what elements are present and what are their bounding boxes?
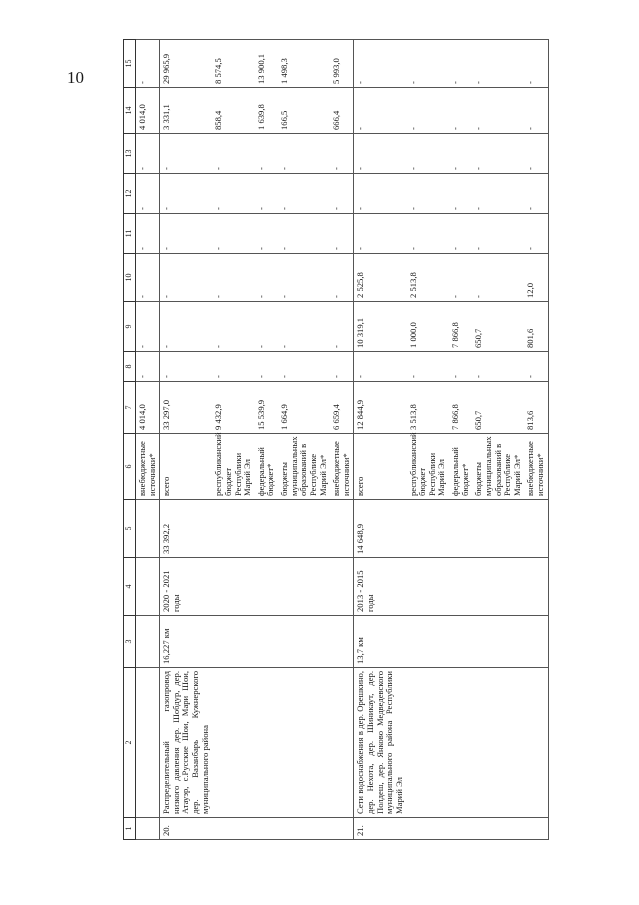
table-cell: - [330,174,354,214]
table-cell: 16,227 км [160,616,213,668]
table-cell [135,558,159,616]
table-cell: - [212,214,255,254]
table-cell: - [135,302,159,352]
table-cell [524,668,548,818]
table-cell: - [160,352,213,382]
column-header-2: 2 [124,668,136,818]
table-cell: 1 639,8 [255,88,278,134]
table-cell [212,818,255,840]
table-cell: - [135,254,159,302]
table-cell: - [278,352,330,382]
table-cell [449,616,472,668]
table-cell: 2013 - 2015 годы [354,558,407,616]
table-cell: - [472,88,524,134]
table-cell [255,616,278,668]
table-cell: - [449,40,472,88]
table-cell [278,616,330,668]
table-cell: - [407,352,450,382]
table-cell: - [449,174,472,214]
table-cell: федеральный бюджет* [449,434,472,500]
table-cell: - [135,352,159,382]
table-cell: - [255,352,278,382]
table-row [449,40,472,840]
table-cell: 650,7 [472,302,524,352]
table-row [160,40,213,840]
table-cell [330,500,354,558]
table-cell [524,558,548,616]
table-cell [524,500,548,558]
table-cell: 14 648,9 [354,500,407,558]
column-header-4: 4 [124,558,136,616]
table-cell: 2 525,8 [354,254,407,302]
table-cell [472,616,524,668]
table-cell: - [330,214,354,254]
table-cell: - [472,40,524,88]
table-cell: - [449,214,472,254]
table-cell: - [212,302,255,352]
table-cell: 650,7 [472,382,524,434]
table-row [472,40,524,840]
table-cell: - [472,214,524,254]
table-cell: 801,6 [524,302,548,352]
table-cell [472,500,524,558]
table-cell: - [354,352,407,382]
table-cell [212,558,255,616]
table-cell: - [135,40,159,88]
table-cell: - [449,88,472,134]
table-cell [135,668,159,818]
header-row [124,40,136,840]
table-cell: 13,7 км [354,616,407,668]
table-row [354,40,407,840]
table-cell: 7 866,8 [449,382,472,434]
table-row [255,40,278,840]
table-cell [330,616,354,668]
table-cell: 12 844,9 [354,382,407,434]
table-cell: федеральный бюджет* [255,434,278,500]
table-header [124,40,136,840]
table-cell: - [449,254,472,302]
table-cell: - [212,254,255,302]
table-cell: - [524,174,548,214]
table-cell [135,616,159,668]
table-cell: внебюджетные источники* [524,434,548,500]
table-cell: - [407,174,450,214]
table-cell: - [160,174,213,214]
table-cell [278,558,330,616]
table-cell [255,558,278,616]
column-header-6: 6 [124,434,136,500]
table-cell: всего [354,434,407,500]
table-cell: - [212,134,255,174]
table-cell: - [354,174,407,214]
table-cell: - [330,134,354,174]
table-cell: - [135,214,159,254]
table-cell: - [212,174,255,214]
table-cell: 1 000,0 [407,302,450,352]
table-cell: 33 392,2 [160,500,213,558]
table-cell: - [330,254,354,302]
table-cell: 20. [160,818,213,840]
page-number: 10 [67,68,84,87]
table-cell [330,668,354,818]
table-cell: - [255,254,278,302]
table-cell [278,500,330,558]
table-cell: - [135,134,159,174]
table-row [135,40,159,840]
table-cell: - [212,352,255,382]
table-cell: 858,4 [212,88,255,134]
column-header-10: 10 [124,254,136,302]
table-cell: - [524,40,548,88]
table-cell [524,818,548,840]
table-cell: 3 331,1 [160,88,213,134]
table-cell: - [407,40,450,88]
table-cell [278,668,330,818]
table-cell: 12,0 [524,254,548,302]
table-cell: - [255,134,278,174]
table-cell: - [160,254,213,302]
table-cell [449,558,472,616]
table-cell: - [354,214,407,254]
column-header-5: 5 [124,500,136,558]
table-cell: 666,4 [330,88,354,134]
table-cell: - [472,134,524,174]
column-header-3: 3 [124,616,136,668]
table-cell [407,558,450,616]
table-cell: - [160,134,213,174]
table-cell: - [472,254,524,302]
table-cell: - [160,214,213,254]
table-cell: - [278,302,330,352]
table-cell: 2 513,8 [407,254,450,302]
table-cell: 4 014,0 [135,382,159,434]
table-cell: 166,5 [278,88,330,134]
table-cell [135,818,159,840]
table-cell: 6 659,4 [330,382,354,434]
table-cell: 29 965,9 [160,40,213,88]
table-cell: - [524,214,548,254]
column-header-11: 11 [124,214,136,254]
table-row [524,40,548,840]
table-cell [472,668,524,818]
table-cell: - [255,174,278,214]
table-cell: - [255,214,278,254]
table-cell: внебюджетные источники* [330,434,354,500]
table-body [135,40,548,840]
table-cell [407,818,450,840]
table-cell: бюджеты муниципальных образований в Республике Марий Эл* [472,434,524,500]
table-cell: внебюджетные источники* [135,434,159,500]
table-cell [407,668,450,818]
table-cell [407,500,450,558]
table-cell: - [330,302,354,352]
table-cell [472,558,524,616]
table-row [212,40,255,840]
table-cell: 2020 - 2021 годы [160,558,213,616]
table-cell: - [449,134,472,174]
table-cell [255,668,278,818]
table-cell: - [407,214,450,254]
table-cell: 1 498,3 [278,40,330,88]
table-rotation-frame [123,40,633,840]
table-cell [255,818,278,840]
table-cell [212,668,255,818]
table-cell [449,818,472,840]
table-cell: - [524,352,548,382]
table-cell: 10 319,1 [354,302,407,352]
table-cell: 1 664,9 [278,382,330,434]
table-cell: Распределительный газопровод низкого давления дер. Шобдур, дер. Атауэр, с.Русские Шои, Мари Шои, дер. Вазанбарь Кужнерского муниципального района [160,668,213,818]
table-cell [449,668,472,818]
table-cell: - [472,352,524,382]
table-cell [472,818,524,840]
table-cell: 15 539,9 [255,382,278,434]
table-cell: республиканский бюджет Республики Марий Эл [407,434,450,500]
table-cell [330,558,354,616]
table-cell: - [330,352,354,382]
table-cell: всего [160,434,213,500]
table-cell: - [407,88,450,134]
table-cell: 813,6 [524,382,548,434]
column-header-8: 8 [124,352,136,382]
table-cell: - [354,40,407,88]
table-cell: бюджеты муниципальных образований в Республике Марий Эл* [278,434,330,500]
table-cell: - [407,134,450,174]
table-row [330,40,354,840]
budget-table [123,39,549,840]
table-cell: - [135,174,159,214]
table-cell: - [472,174,524,214]
column-header-9: 9 [124,302,136,352]
column-header-7: 7 [124,382,136,434]
table-cell: 21. [354,818,407,840]
table-cell: - [278,214,330,254]
table-row [278,40,330,840]
table-cell [212,500,255,558]
table-cell: - [449,352,472,382]
table-cell [278,818,330,840]
table-cell: 4 014,0 [135,88,159,134]
table-cell: - [524,88,548,134]
table-cell [255,500,278,558]
table-cell [524,616,548,668]
table-cell: - [354,88,407,134]
table-cell: - [524,134,548,174]
table-cell: 3 513,8 [407,382,450,434]
table-cell: - [354,134,407,174]
table-cell: - [160,302,213,352]
table-cell: - [278,174,330,214]
table-cell: 7 866,8 [449,302,472,352]
table-cell [407,616,450,668]
column-header-1: 1 [124,818,136,840]
table-cell: 9 432,9 [212,382,255,434]
table-cell: 8 574,5 [212,40,255,88]
column-header-12: 12 [124,174,136,214]
column-header-15: 15 [124,40,136,88]
table-cell: - [278,254,330,302]
table-cell [135,500,159,558]
table-cell: 5 993,0 [330,40,354,88]
column-header-14: 14 [124,88,136,134]
table-cell: 33 297,0 [160,382,213,434]
table-cell [212,616,255,668]
column-header-13: 13 [124,134,136,174]
table-cell: 13 900,1 [255,40,278,88]
table-cell [330,818,354,840]
table-cell: - [255,302,278,352]
table-cell: Сети водоснабжения в дер. Орешкино, дер. Нехота, дер. Шиникаут, дер. Полдеш, дер. Янково Медведевского муниципального района Республики Марий Эл [354,668,407,818]
table-cell [449,500,472,558]
table-row [407,40,450,840]
table-cell: республиканский бюджет Республики Марий Эл [212,434,255,500]
table-cell: - [278,134,330,174]
